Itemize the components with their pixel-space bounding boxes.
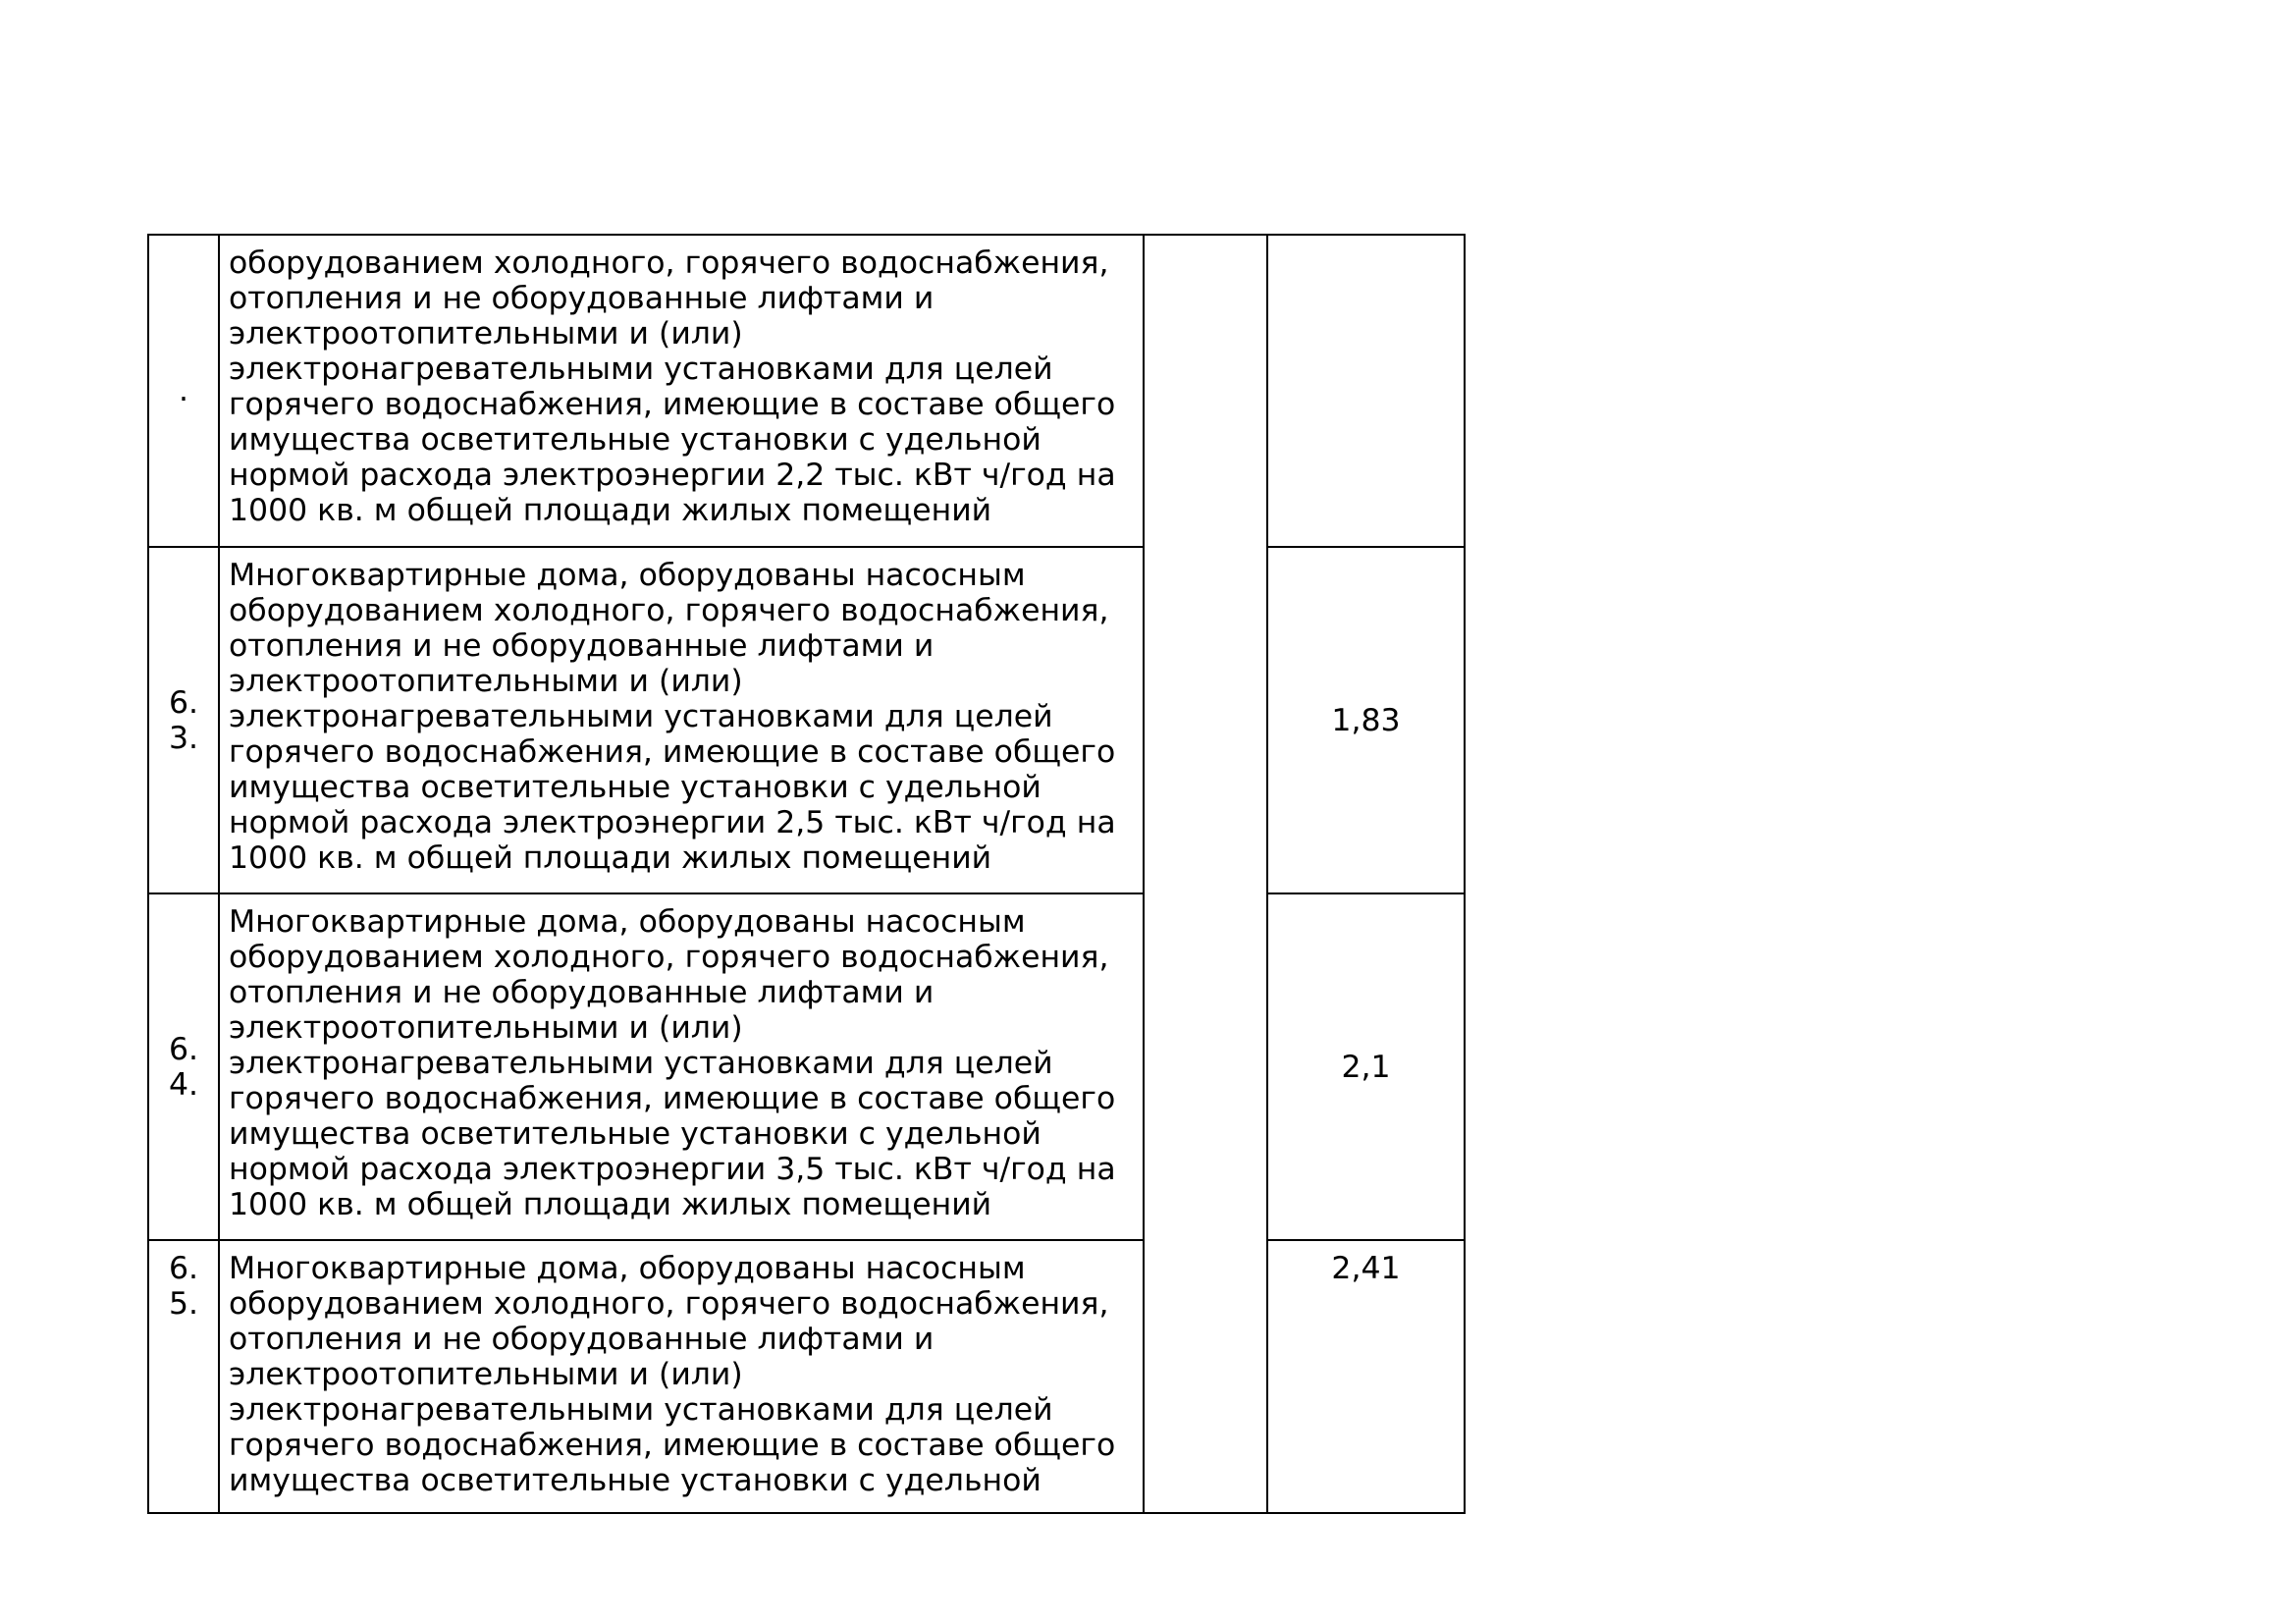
description-cell	[219, 893, 1144, 1240]
value-cell	[1267, 547, 1465, 893]
description-cell	[219, 235, 1144, 547]
row-description: Многоквартирные дома, оборудованы насосным оборудованием холодного, горячего водоснабжения, отопления и не оборудованные лифтами и электроотопительными и (или) электронагревательными установками для целей горячего водоснабжения, имеющие в составе общего имущества осветительные установки с удельной нормой расхода электроэнергии 2,5 тыс. кВт ч/год на 1000 кв. м общей площади жилых помещений	[229, 558, 1116, 876]
row-number: 6.3.	[168, 684, 199, 756]
row-value: 1,83	[1331, 702, 1401, 738]
table-row	[148, 547, 1465, 893]
row-number-cell	[148, 235, 219, 547]
row-number: 6.4.	[168, 1031, 199, 1103]
value-cell	[1267, 1240, 1465, 1513]
table-row	[148, 235, 1465, 547]
row-number-cell	[148, 1240, 219, 1513]
row-number: 6.5.	[168, 1251, 199, 1322]
row-description: Многоквартирные дома, оборудованы насосным оборудованием холодного, горячего водоснабжения, отопления и не оборудованные лифтами и электроотопительными и (или) электронагревательными установками для целей горячего водоснабжения, имеющие в составе общего имущества осветительные установки с удельной	[229, 1251, 1116, 1498]
value-cell	[1267, 235, 1465, 547]
value-cell	[1267, 893, 1465, 1240]
row-number-cell	[148, 547, 219, 893]
row-value: 2,1	[1341, 1049, 1391, 1085]
row-value: 2,41	[1331, 1251, 1401, 1286]
table-row	[148, 893, 1465, 1240]
table-row	[148, 1240, 1465, 1513]
row-number: .	[178, 373, 188, 408]
row-description: Многоквартирные дома, оборудованы насосным оборудованием холодного, горячего водоснабжения, отопления и не оборудованные лифтами и электроотопительными и (или) электронагревательными установками для целей горячего водоснабжения, имеющие в составе общего имущества осветительные установки с удельной нормой расхода электроэнергии 3,5 тыс. кВт ч/год на 1000 кв. м общей площади жилых помещений	[229, 904, 1116, 1222]
norms-table	[147, 234, 1466, 1514]
description-cell	[219, 547, 1144, 893]
description-cell	[219, 1240, 1144, 1513]
row-description: оборудованием холодного, горячего водоснабжения, отопления и не оборудованные лифтами и электроотопительными и (или) электронагревательными установками для целей горячего водоснабжения, имеющие в составе общего имущества осветительные установки с удельной нормой расхода электроэнергии 2,2 тыс. кВт ч/год на 1000 кв. м общей площади жилых помещений	[229, 245, 1116, 528]
empty-merged-column	[1144, 235, 1267, 1513]
row-number-cell	[148, 893, 219, 1240]
